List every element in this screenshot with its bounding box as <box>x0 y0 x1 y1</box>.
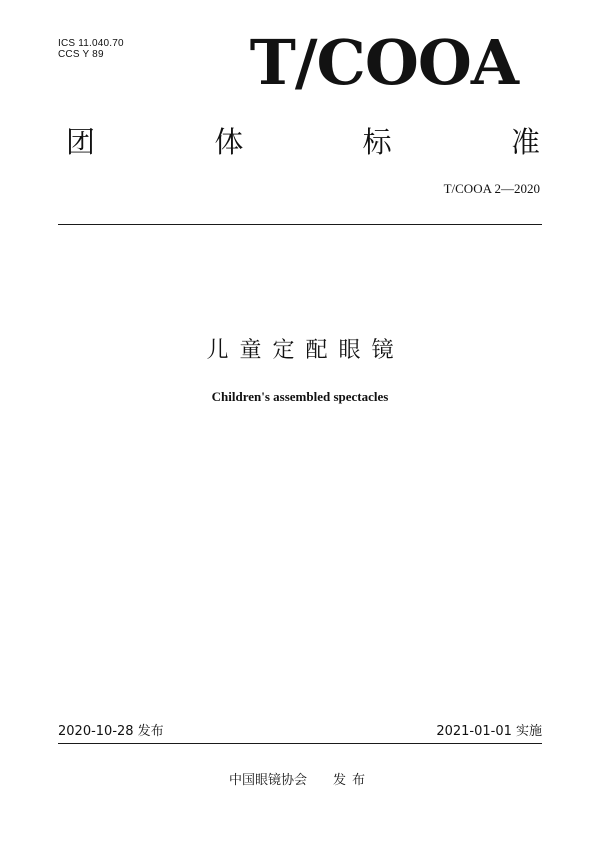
ics-code: ICS 11.040.70 <box>58 38 124 49</box>
bottom-divider <box>58 743 542 744</box>
publisher-org: 中国眼镜协会 <box>228 773 307 788</box>
publisher-action: 发布 <box>333 773 372 788</box>
category-char: 团 <box>66 125 96 159</box>
document-title-en: Children's assembled spectacles <box>211 389 389 404</box>
category-char: 准 <box>510 125 540 159</box>
document-title-cn: 儿童定配眼镜 <box>206 338 405 363</box>
top-divider <box>58 224 542 225</box>
ccs-code: CCS Y 89 <box>58 49 104 60</box>
category-char: 标 <box>362 125 392 159</box>
publisher <box>0 771 600 791</box>
standard-logo: T/COOA <box>249 26 518 99</box>
standard-number: T/COOA 2—2020 <box>443 181 540 196</box>
implement-date: 2021-01-01 实施 <box>436 724 542 739</box>
category-char: 体 <box>214 125 244 159</box>
category-title <box>66 122 540 162</box>
issue-date: 2020-10-28 发布 <box>58 724 164 739</box>
